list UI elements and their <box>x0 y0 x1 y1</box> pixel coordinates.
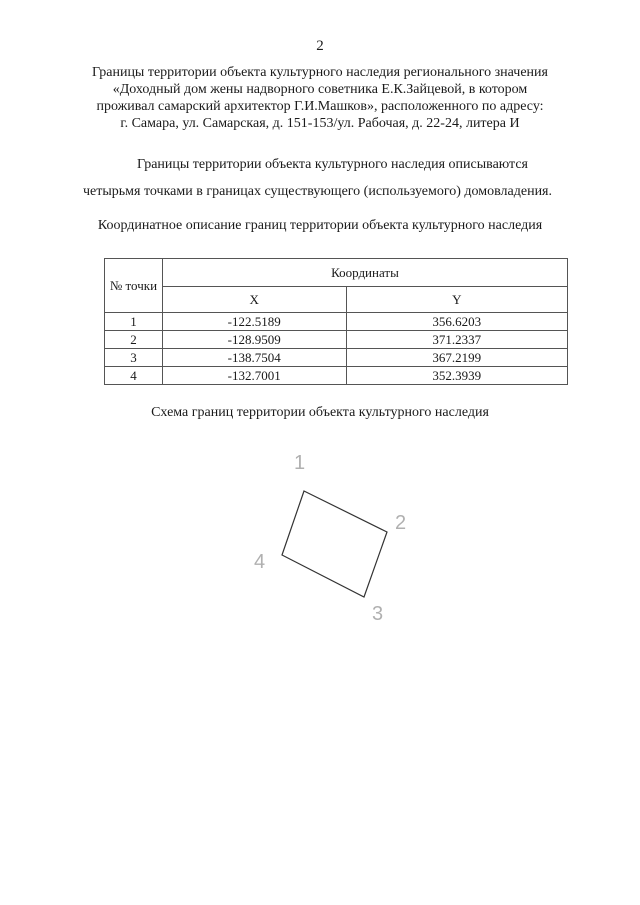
x-cell: -132.7001 <box>162 367 346 385</box>
scheme-label-point-3: 3 <box>372 603 384 625</box>
title-line-1: Границы территории объекта культурного наследия регионального значения <box>92 65 548 80</box>
description-paragraph <box>83 151 563 205</box>
scheme-label-point-4: 4 <box>254 551 266 573</box>
header-x: X <box>162 287 346 313</box>
table-row <box>105 367 568 385</box>
header-y: Y <box>346 287 567 313</box>
paragraph-line-2: четырьмя точками в границах существующего (используемого) домовладения. <box>83 184 552 199</box>
point-number-cell: 1 <box>105 313 163 331</box>
header-point-number: № точки <box>105 259 163 313</box>
x-cell: -122.5189 <box>162 313 346 331</box>
table-row <box>105 313 568 331</box>
boundary-scheme <box>250 455 420 630</box>
table-row <box>105 349 568 367</box>
point-number-cell: 4 <box>105 367 163 385</box>
scheme-label-point-1: 1 <box>294 455 306 474</box>
x-cell: -128.9509 <box>162 331 346 349</box>
document-title <box>60 64 580 132</box>
table-heading: Координатное описание границ территории объекта культурного наследия <box>97 218 543 233</box>
title-line-4: г. Самара, ул. Самарская, д. 151-153/ул. Рабочая, д. 22-24, литера И <box>120 116 520 131</box>
point-number-cell: 3 <box>105 349 163 367</box>
paragraph-line-1: Границы территории объекта культурного наследия описываются <box>137 157 528 172</box>
y-cell: 371.2337 <box>346 331 567 349</box>
x-cell: -138.7504 <box>162 349 346 367</box>
point-number-cell: 2 <box>105 331 163 349</box>
boundary-polygon <box>282 491 387 597</box>
y-cell: 367.2199 <box>346 349 567 367</box>
scheme-label-point-2: 2 <box>395 512 407 534</box>
scheme-heading: Схема границ территории объекта культурного наследия <box>151 405 489 420</box>
table-row <box>105 331 568 349</box>
y-cell: 352.3939 <box>346 367 567 385</box>
title-line-2: «Доходный дом жены надворного советника Е.К.Зайцевой, в котором <box>112 82 528 97</box>
y-cell: 356.6203 <box>346 313 567 331</box>
page-number: 2 <box>316 38 324 54</box>
coordinates-table <box>104 258 568 385</box>
title-line-3: проживал самарский архитектор Г.И.Машков», расположенного по адресу: <box>96 99 544 114</box>
header-coordinates: Координаты <box>162 259 567 287</box>
